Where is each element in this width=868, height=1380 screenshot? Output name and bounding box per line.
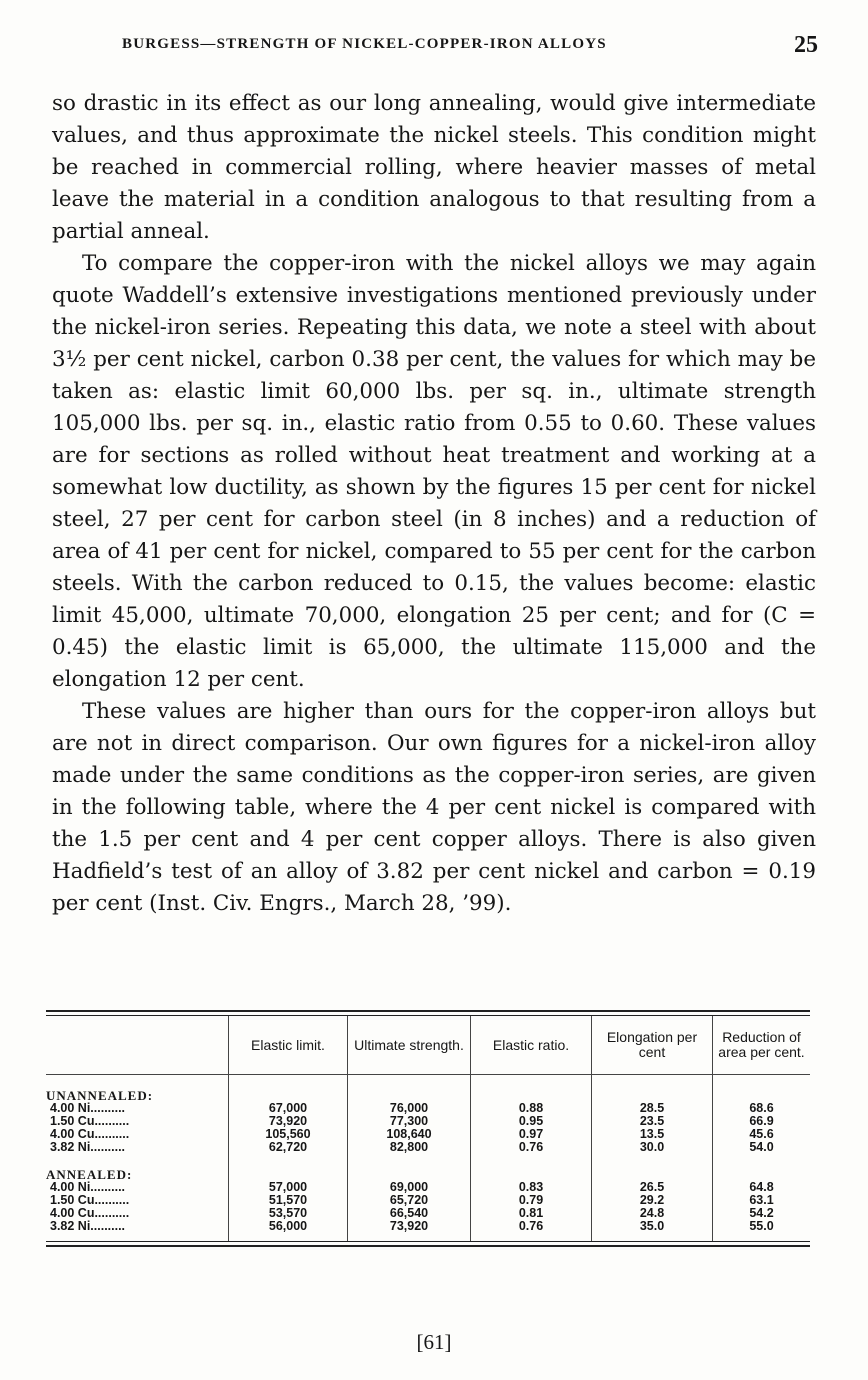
cell: 66,540 (348, 1207, 471, 1220)
table-row (46, 1207, 810, 1220)
cell: 54.0 (713, 1141, 811, 1154)
cell: 67,000 (229, 1102, 348, 1115)
table-row (46, 1128, 810, 1141)
cell: 30.0 (592, 1141, 713, 1154)
table-row (46, 1194, 810, 1207)
table-bottom-rule (46, 1241, 810, 1247)
cell: 28.5 (592, 1102, 713, 1115)
cell: 54.2 (713, 1207, 811, 1220)
row-label: 3.82 Ni.......... (50, 1140, 126, 1154)
cell: 23.5 (592, 1115, 713, 1128)
page-footer-number: [61] (416, 1330, 452, 1354)
paragraph: To compare the copper-iron with the nickel alloys we may again quote Waddell’s extensive investigations mentioned previously under the nickel-iron series. Repeating this data, we note a steel with about 3½ per cent nickel, carbon 0.38 per cent, the values for which may be taken as: elastic limit 60,000 lbs. per sq. in., ultimate strength 105,000 lbs. per sq. in., elastic ratio from 0.55 to 0.60. These values are for sections as rolled without heat treatment and working at a somewhat low ductility, as shown by the figures 15 per cent for nickel steel, 27 per cent for carbon steel (in 8 inches) and a reduction of area of 41 per cent for nickel, compared to 55 per cent for the carbon steels. With the carbon reduced to 0.15, the values become: elastic limit 45,000, ultimate 70,000, elongation 25 per cent; and for (C = 0.45) the elastic limit is 65,000, the ultimate 115,000 and the elongation 12 per cent. (52, 251, 816, 692)
cell: 73,920 (229, 1115, 348, 1128)
row-label: 3.82 Ni.......... (50, 1219, 126, 1233)
group-label-annealed: ANNEALED: (46, 1167, 133, 1182)
page-number: 25 (794, 32, 818, 58)
cell: 29.2 (592, 1194, 713, 1207)
cell: 0.95 (471, 1115, 592, 1128)
cell: 51,570 (229, 1194, 348, 1207)
cell: 35.0 (592, 1220, 713, 1241)
cell: 57,000 (229, 1181, 348, 1194)
cell: 13.5 (592, 1128, 713, 1141)
paragraph: These values are higher than ours for the copper-iron alloys but are not in direct comparison. Our own figures for a nickel-iron alloy made under the same conditions as the copper-iron series, are given in the following table, where the 4 per cent nickel is compared with the 1.5 per cent and 4 per cent copper alloys. There is also given Hadfield’s test of an alloy of 3.82 per cent nickel and carbon = 0.19 per cent (Inst. Civ. Engrs., March 28, ’99). (52, 699, 816, 916)
row-label: 4.00 Cu.......... (50, 1127, 130, 1141)
spacer-row (46, 1154, 810, 1168)
cell: 82,800 (348, 1141, 471, 1154)
column-header-elongation: Elongation per cent (592, 1016, 713, 1075)
cell: 0.79 (471, 1194, 592, 1207)
row-label: 1.50 Cu.......... (50, 1114, 130, 1128)
running-header (52, 32, 818, 62)
cell: 56,000 (229, 1220, 348, 1241)
row-label: 4.00 Ni.......... (50, 1180, 126, 1194)
cell: 69,000 (348, 1181, 471, 1194)
cell: 62,720 (229, 1141, 348, 1154)
cell: 55.0 (713, 1220, 811, 1241)
column-header-ultimate-strength: Ultimate strength. (348, 1016, 471, 1075)
cell: 24.8 (592, 1207, 713, 1220)
paragraph: so drastic in its effect as our long annealing, would give intermediate values, and thus approximate the nickel steels. This condition might be reached in commercial rolling, where heavier masses of metal leave the material in a condition analogous to that resulting from a partial anneal. (52, 91, 816, 244)
table-row (46, 1181, 810, 1194)
body-text (52, 88, 816, 920)
running-title: BURGESS—STRENGTH OF NICKEL-COPPER-IRON ALLOYS (122, 36, 607, 52)
row-label: 4.00 Ni.......... (50, 1101, 126, 1115)
group-row (46, 1168, 810, 1181)
table-row (46, 1102, 810, 1115)
cell: 0.81 (471, 1207, 592, 1220)
cell: 68.6 (713, 1102, 811, 1115)
group-row (46, 1075, 810, 1103)
data-table-wrapper (46, 1010, 810, 1247)
cell: 45.6 (713, 1128, 811, 1141)
cell: 0.76 (471, 1141, 592, 1154)
cell: 63.1 (713, 1194, 811, 1207)
properties-table (46, 1016, 810, 1241)
cell: 64.8 (713, 1181, 811, 1194)
cell: 65,720 (348, 1194, 471, 1207)
cell: 0.88 (471, 1102, 592, 1115)
cell: 108,640 (348, 1128, 471, 1141)
column-header-elastic-limit: Elastic limit. (229, 1016, 348, 1075)
cell: 77,300 (348, 1115, 471, 1128)
cell: 105,560 (229, 1128, 348, 1141)
column-header-reduction-of-area: Reduction of area per cent. (713, 1016, 811, 1075)
cell: 0.76 (471, 1220, 592, 1241)
group-label-unannealed: UNANNEALED: (46, 1088, 154, 1103)
row-label: 4.00 Cu.......... (50, 1206, 130, 1220)
table-row (46, 1141, 810, 1154)
table-row (46, 1220, 810, 1241)
row-label: 1.50 Cu.......... (50, 1193, 130, 1207)
cell: 76,000 (348, 1102, 471, 1115)
table-header-row (46, 1016, 810, 1075)
cell: 66.9 (713, 1115, 811, 1128)
cell: 0.83 (471, 1181, 592, 1194)
cell: 26.5 (592, 1181, 713, 1194)
cell: 53,570 (229, 1207, 348, 1220)
column-header-elastic-ratio: Elastic ratio. (471, 1016, 592, 1075)
cell: 0.97 (471, 1128, 592, 1141)
cell: 73,920 (348, 1220, 471, 1241)
column-header-stub (46, 1016, 229, 1075)
